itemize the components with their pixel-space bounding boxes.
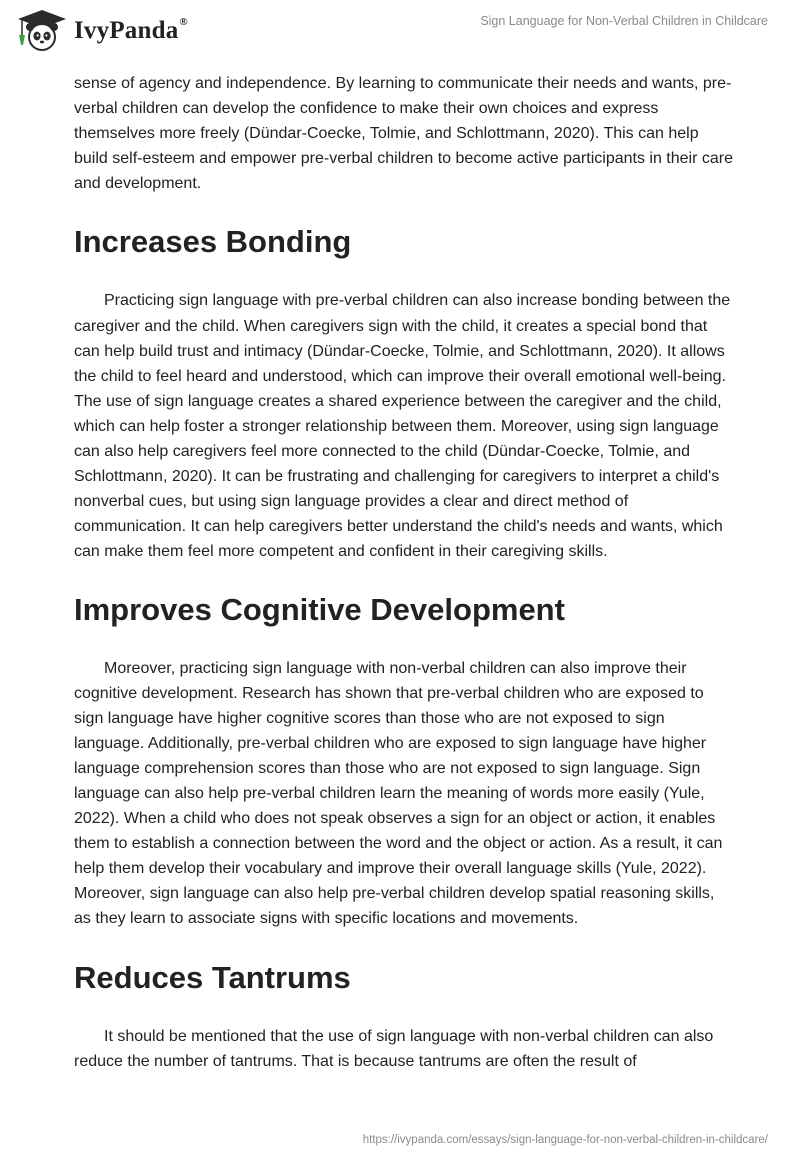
source-url[interactable]: https://ivypanda.com/essays/sign-language-for-non-verbal-children-in-childcare/ [362,1134,768,1146]
paragraph-increases-bonding: Practicing sign language with pre-verbal children can also increase bonding between the caregiver and the child. When caregivers sign with the child, it creates a special bond that can help build trust and intimacy (Dündar-Coecke, Tolmie, and Schlottmann, 2020). It allows the child to feel heard and understood, which can improve their overall emotional well-being. The use of sign language creates a shared experience between the caregiver and the child, which can help foster a stronger relationship between them. Moreover, using sign language can also help caregivers feel more connected to the child (Dündar-Coecke, Tolmie, and Schlottmann, 2020). It can be frustrating and challenging for caregivers to interpret a child's nonverbal cues, but using sign language provides a clear and direct method of communication. It can help caregivers better understand the child's needs and wants, which can make them feel more competent and confident in their caregiving skills. [74,292,731,561]
ivypanda-logo[interactable] [14,8,188,52]
panda-graduate-icon [14,8,70,52]
document-title: Sign Language for Non-Verbal Children in Childcare [480,14,768,28]
heading-increases-bonding: Increases Bonding [74,224,352,260]
page-header [0,0,800,64]
heading-reduces-tantrums: Reduces Tantrums [74,959,351,995]
intro-paragraph: sense of agency and independence. By learning to communicate their needs and wants, pre-verbal children can develop the confidence to make their own choices and express themselves more freely (Dündar-Coecke, Tolmie, and Schlottmann, 2020). This can help build self-esteem and empower pre-verbal children to become active participants in their care and development. [74,75,733,193]
paragraph-reduces-tantrums: It should be mentioned that the use of sign language with non-verbal children can also reduce the number of tantrums. That is because tantrums are often the result of [74,1027,714,1070]
brand-name: IvyPanda® [74,15,188,44]
heading-improves-cognitive-development: Improves Cognitive Development [74,591,565,627]
article-body [74,71,734,1074]
paragraph-improves-cognitive-development: Moreover, practicing sign language with non-verbal children can also improve their cognitive development. Research has shown that pre-verbal children who are exposed to sign language have higher cognitive scores than those who are not exposed to sign language. Additionally, pre-verbal children who are exposed to sign language have higher language comprehension scores than those who are not exposed to sign language. Sign language can also help pre-verbal children learn the meaning of words more easily (Yule, 2022). When a child who does not speak observes a sign for an object or action, it enables them to establish a connection between the word and the object or action. As a result, it can help them develop their vocabulary and improve their overall language skills (Yule, 2022). Moreover, sign language can also help pre-verbal children develop spatial reasoning skills, as they learn to associate signs with specific locations and movements. [74,659,723,928]
